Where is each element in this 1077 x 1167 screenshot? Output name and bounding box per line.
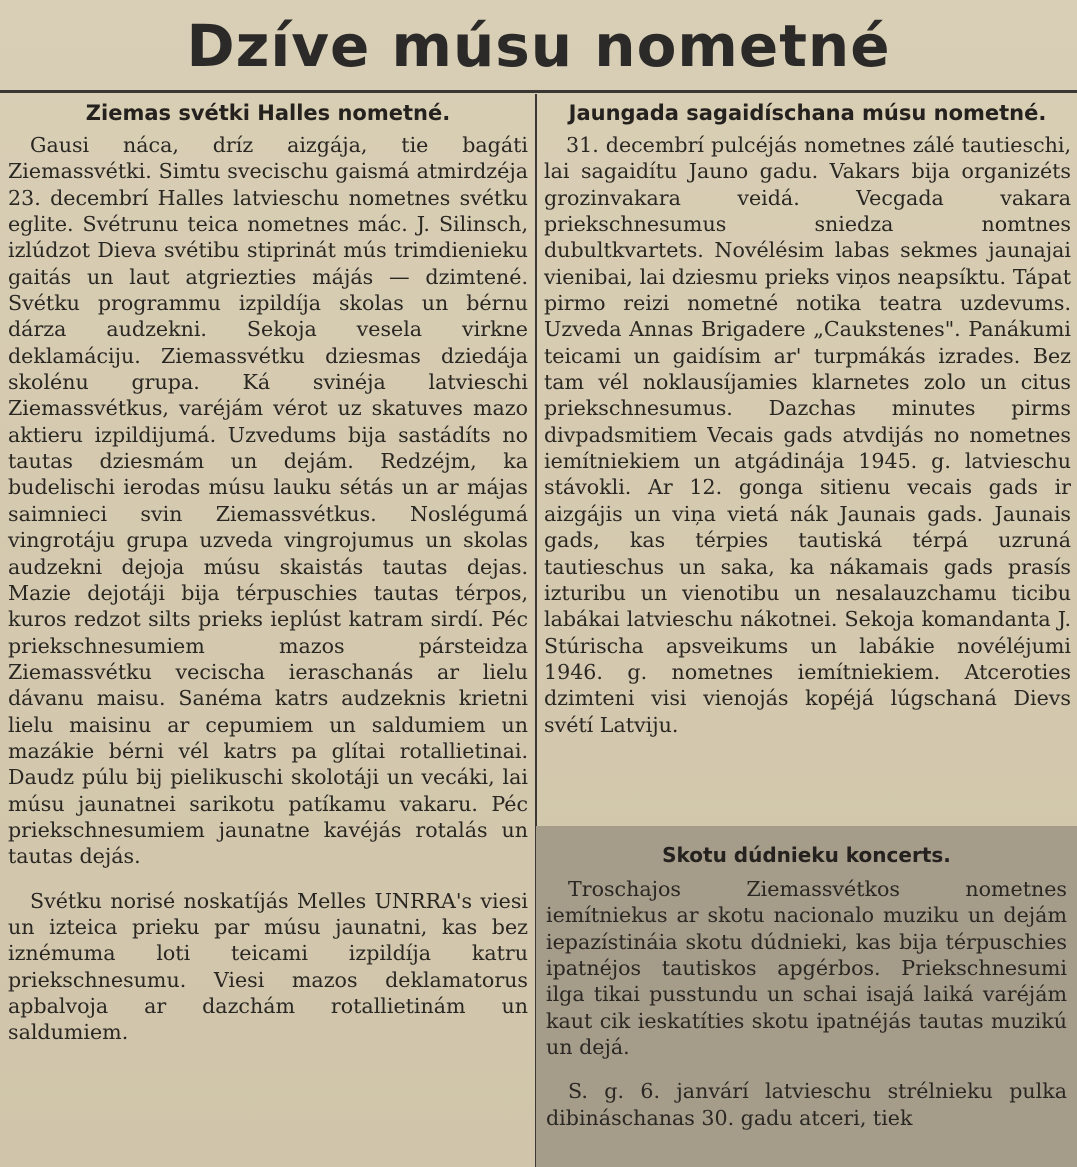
article-paragraph: Gausi náca, dríz aizgája, tie bagáti Ziemassvétki. Simtu svecischu gaismá atmirdzéja 23. decembrí Halles latvieschu nometnes svétku eglite. Svétrunu teica nometnes máс. J. Silinsch, izlúdzot Dieva svétibu stiprinát mús trimdienieku gaitás un laut atgriezties májás — dzimtené. Svétku programmu izpildíja skolas un bérnu dárza audzekni. Sekoja vesela virkne deklamáciju. Ziemassvétku dziesmas dziedája skolénu grupa. Ká svinéja latvieschi Ziemassvétkus, varéjám vérot uz skatuves mazo aktieru izpildijumá. Uzvedums bija sastádíts no tautas dziesmám un dejám. Redzéjm, ka budelischi ierodas músu lauku sétás un ar májas saimnieci svin Ziemassvétkus. Noslégumá vingrotáju grupa uzveda vingrojumus un skolas audzekni dejoja músu skaistás tautas dejas. Mazie dejotáji bija térpuschies tautas térpos, kuros redzot silts prieks ieplúst katram sirdí. Péc priekschnesumiem mazos pársteidza Ziemassvétku vecischa ieraschanás ar lielu dávanu maisu. Sanéma katrs audzeknis krietni lielu maisinu ar cepumiem un saldumiem un mazákie bérni vél katrs pa glítai rotallietinai. Daudz púlu bij pielikuschi skolotáji un vecáki, lai músu jaunatnei sarikotu patíkamu vakaru. Péc priekschnesumiem jaunatne kavéjás rotalás un tautas dejás. xyxy=(8,133,528,869)
masthead-rule xyxy=(0,90,1077,93)
article-paragraph: 31. decembrí pulcéjás nometnes zálé tautieschi, lai sagaidítu Jauno gadu. Vakars bija organizéts grozinvakara veidá. Vecgada vakara priekschnesumus sniedza nomtnes dubultkvartets. Novélésim labas sekmes jaunajai vienibai, lai dziesmu prieks viņos neapsíktu. Tápat pirmo reizi nometné notika teatra uzdevums. Uzveda Annas Brigadere „Caukstenes". Panákumi teicami un gaidísim ar' turpmákás izrades. Bez tam vél noklausíjamies klarnetes zolo un citus priekschnesumus. Dazchas minutes pirms divpadsmitiem Vecais gads atvdijás no nometnes iemítniekiem un atgádinája 1945. g. latvieschu stávokli. Ar 12. gonga sitienu vecais gads ir aizgájis un viņa vietá nák Jaunais gads. Jaunais gads, kas térpies tautiská térpá uzruná tautieschus un saka, ka nákamais gads prasís izturibu un vienotibu un nesalauzchamu ticibu labákai latvieschu nákotnei. Sekoja komandanta J. Stúrischa apsveikums un labákie novéléjumi 1946. g. nometnes iemítniekiem. Atceroties dzimteni visi vienojás kopéjá lúgschaná Dievs svétí Latviju. xyxy=(544,133,1071,737)
article-paragraph: Troschajos Ziemassvétkos nometnes iemítniekus ar skotu nacionalo muziku un dejám iepazístináia skotu dúdnieki, kas bija térpuschies ipatnéjos tautiskos apgérbos. Priekschnesumi ilga tikai pusstundu un schai isajá laiká varéjám kaut cik ieskatíties skotu ipatnéjás tautas muzikú un dejá. xyxy=(546,877,1067,1060)
article-headline: Ziemas svétki Halles nometné. xyxy=(85,101,451,125)
article-headline: Skotu dúdnieku koncerts. xyxy=(662,843,951,867)
shaded-article-box xyxy=(536,826,1077,1167)
masthead-title: Dzíve músu nometné xyxy=(186,12,891,80)
article-headline: Jaungada sagaidíschana músu nometné. xyxy=(568,101,1047,125)
article-paragraph: Svétku norisé noskatíjás Melles UNRRA's viesi un izteica prieku par músu jaunatni, kas bez iznémuma loti teicami izpildíja katru priekschnesumu. Viesi mazos deklamatorus apbalvoja ar dazchám rotallietinám un saldumiem. xyxy=(8,888,528,1045)
left-column xyxy=(8,94,528,1046)
right-column xyxy=(544,94,1071,738)
article-paragraph: S. g. 6. janvárí latvieschu strélnieku pulka dibináschanas 30. gadu atceri, tiek xyxy=(546,1079,1067,1130)
